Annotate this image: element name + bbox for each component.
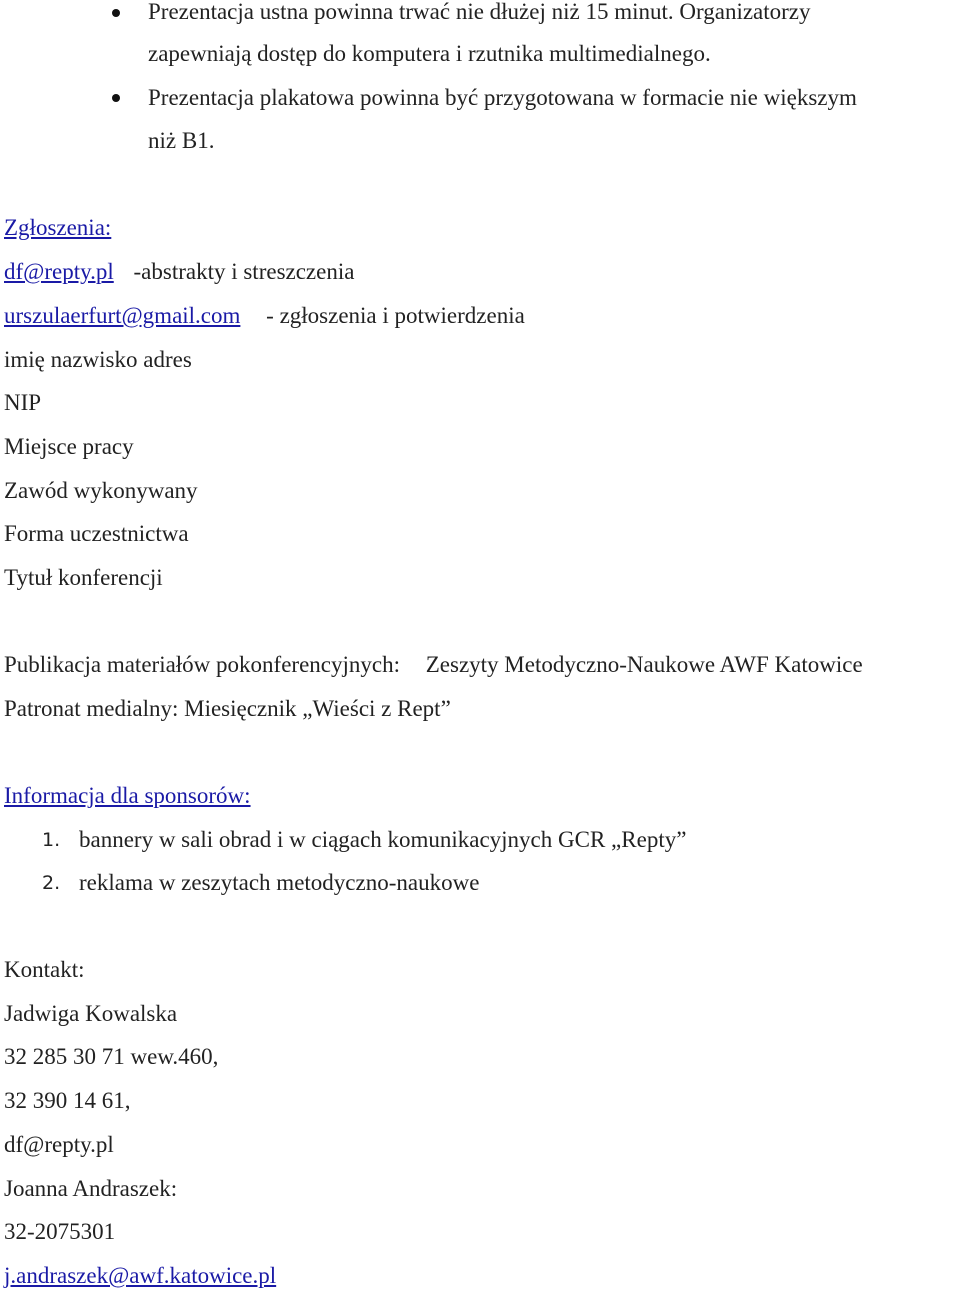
field-profession: Zawód wykonywany (4, 478, 198, 503)
field-nip: NIP (4, 390, 42, 415)
contact-email-plain: df@repty.pl (4, 1132, 114, 1157)
bullet-2-line-2: niż B1. (148, 128, 215, 153)
publication-row (4, 652, 863, 678)
email-2-description: - zgłoszenia i potwierdzenia (266, 303, 525, 328)
sponsors-heading: Informacja dla sponsorów: (4, 783, 251, 808)
sponsor-item-number: 2. (42, 872, 61, 894)
sponsor-item-2: reklama w zeszytach metodyczno-naukowe (79, 870, 480, 895)
sponsor-item-1: bannery w sali obrad i w ciągach komunikacyjnych GCR „Repty” (79, 827, 687, 852)
sponsor-item-number: 1. (42, 829, 61, 851)
contact-phone-2: 32 390 14 61, (4, 1088, 131, 1113)
field-name-address: imię nazwisko adres (4, 347, 192, 372)
bullet-1-line-1: Prezentacja ustna powinna trwać nie dłużej niż 15 minut. Organizatorzy (148, 0, 811, 24)
bullet-dot (112, 9, 120, 17)
publication-value: Zeszyty Metodyczno-Naukowe AWF Katowice (425, 652, 863, 677)
submission-email-2-row (4, 303, 525, 329)
publication-label: Publikacja materiałów pokonferencyjnych: (4, 652, 400, 677)
bullet-dot (112, 94, 120, 102)
contact-phone-3: 32-2075301 (4, 1219, 116, 1244)
email-link-registrations[interactable]: urszulaerfurt@gmail.com (4, 303, 241, 328)
email-link-abstracts[interactable]: df@repty.pl (4, 259, 114, 284)
bullet-2-line-1: Prezentacja plakatowa powinna być przygotowana w formacie nie większym (148, 85, 857, 110)
bullet-1-line-2: zapewniają dostęp do komputera i rzutnika multimedialnego. (148, 41, 711, 66)
email-1-description: -abstrakty i streszczenia (133, 259, 355, 284)
field-participation-form: Forma uczestnictwa (4, 521, 189, 546)
contact-email-link[interactable]: j.andraszek@awf.katowice.pl (4, 1263, 277, 1288)
contact-name-1: Jadwiga Kowalska (4, 1001, 178, 1026)
contact-phone-1: 32 285 30 71 wew.460, (4, 1044, 219, 1069)
field-conference-title: Tytuł konferencji (4, 565, 163, 590)
field-workplace: Miejsce pracy (4, 434, 134, 459)
submission-email-1-row (4, 259, 354, 285)
submissions-heading: Zgłoszenia: (4, 215, 112, 240)
contact-heading: Kontakt: (4, 957, 85, 982)
contact-name-2: Joanna Andraszek: (4, 1176, 178, 1201)
media-patronage: Patronat medialny: Miesięcznik „Wieści z Rept” (4, 696, 451, 721)
